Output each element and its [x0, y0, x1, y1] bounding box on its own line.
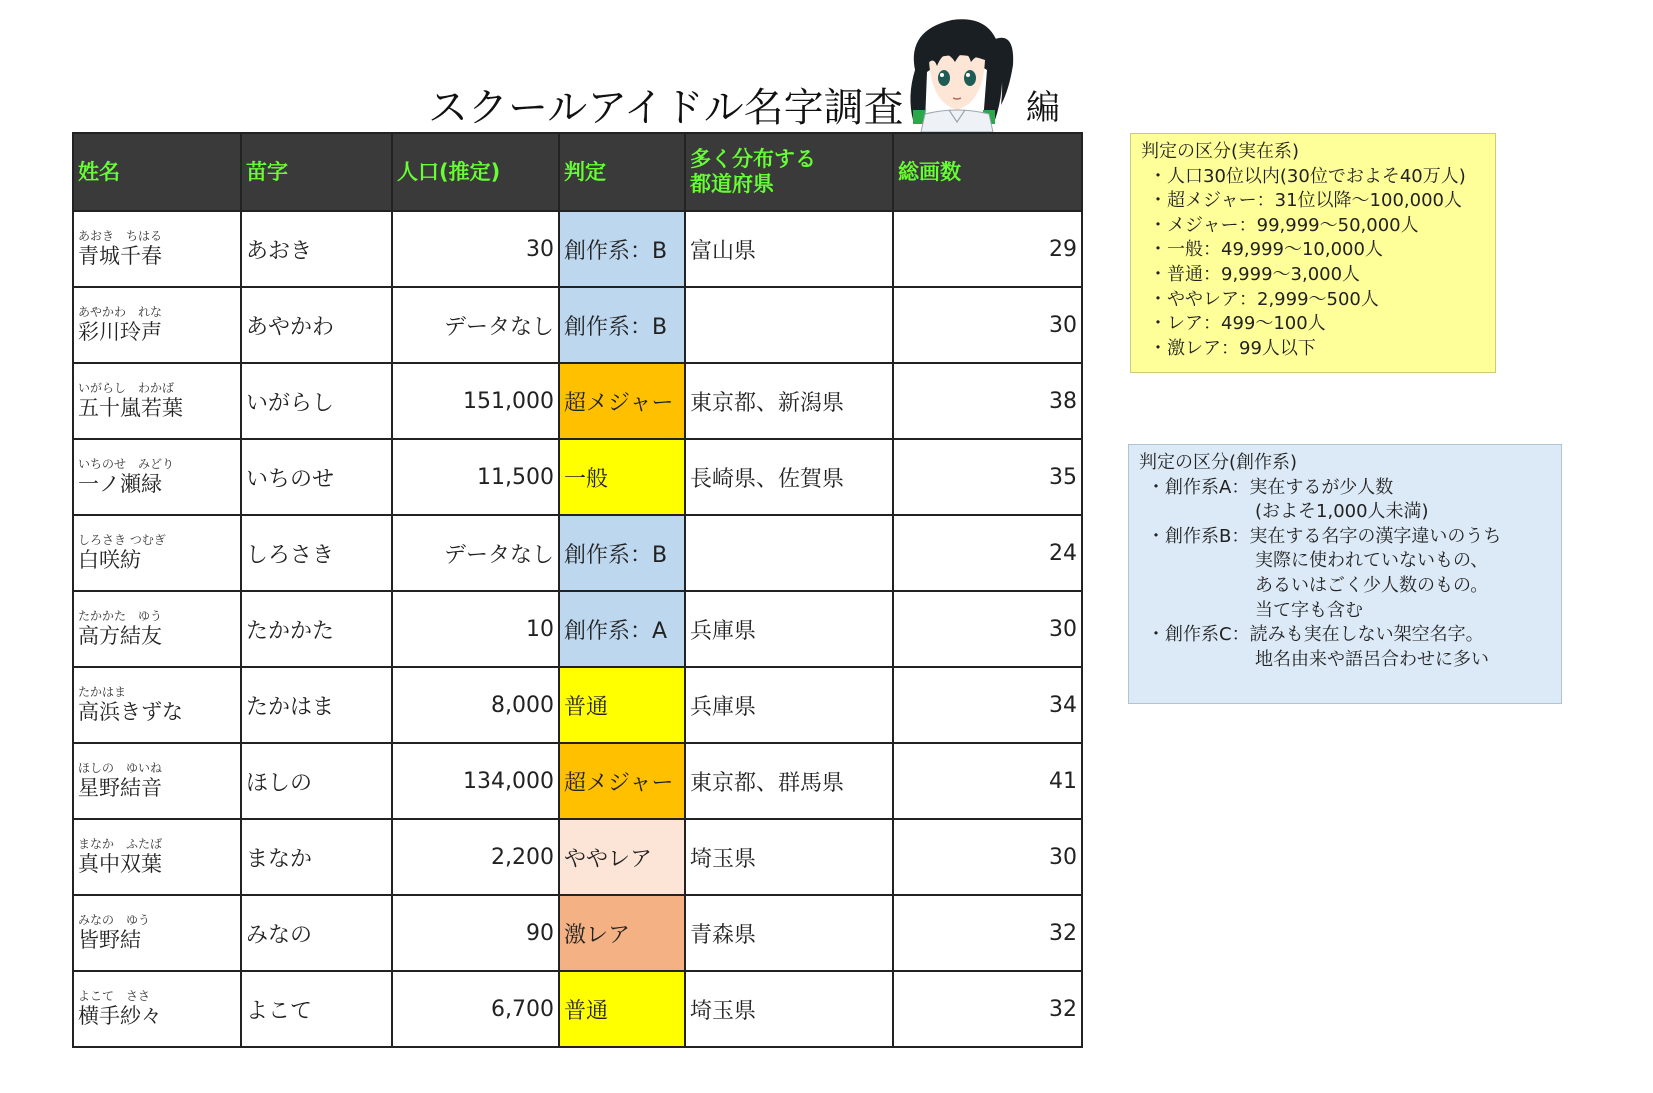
name-ruby: ほしの ゆいね — [78, 761, 163, 775]
population-cell: 6,700 — [392, 971, 559, 1047]
surname-cell: しろさき — [241, 515, 392, 591]
surname-cell: ほしの — [241, 743, 392, 819]
name-kanji: 星野結音 — [78, 776, 162, 800]
strokes-cell: 34 — [893, 667, 1082, 743]
prefecture-cell: 兵庫県 — [685, 667, 893, 743]
rank-cell: 普通 — [559, 971, 685, 1047]
legend-fiction-heading: 判定の区分(創作系) — [1139, 452, 1298, 473]
legend-real-item: ・人口30位以内(30位でおよそ40万人) — [1149, 165, 1466, 187]
name-kanji: 皆野結 — [78, 928, 141, 952]
table-row — [73, 211, 1082, 287]
name-kanji: 青城千春 — [78, 244, 162, 268]
rank-cell: 創作系：B — [559, 287, 685, 363]
name-kanji: 白咲紡 — [78, 548, 141, 572]
surname-cell: みなの — [241, 895, 392, 971]
name-ruby: まなか ふたば — [78, 837, 163, 851]
title-suffix: 編 — [1026, 88, 1060, 128]
name-cell — [73, 895, 241, 971]
strokes-cell: 29 — [893, 211, 1082, 287]
population-cell: 11,500 — [392, 439, 559, 515]
col-header-name: 姓名 — [73, 133, 241, 211]
legend-real-item: ・レア：499～100人 — [1149, 313, 1326, 335]
strokes-cell: 30 — [893, 819, 1082, 895]
name-cell — [73, 971, 241, 1047]
population-cell: 151,000 — [392, 363, 559, 439]
table-row — [73, 819, 1082, 895]
legend-fiction — [1128, 444, 1562, 704]
name-ruby: しろさき つむぎ — [78, 533, 166, 547]
table-row — [73, 667, 1082, 743]
surname-cell: いちのせ — [241, 439, 392, 515]
name-cell — [73, 591, 241, 667]
rank-cell: 超メジャー — [559, 363, 685, 439]
population-cell: 10 — [392, 591, 559, 667]
population-cell: データなし — [392, 287, 559, 363]
population-cell: 8,000 — [392, 667, 559, 743]
prefecture-cell: 長崎県、佐賀県 — [685, 439, 893, 515]
name-cell — [73, 363, 241, 439]
table-row — [73, 439, 1082, 515]
name-cell — [73, 743, 241, 819]
legend-real-item: ・ややレア：2,999～500人 — [1149, 288, 1379, 310]
name-kanji: 一ノ瀬緑 — [78, 472, 162, 496]
legend-real-item: ・普通：9,999～3,000人 — [1149, 263, 1361, 285]
name-cell — [73, 819, 241, 895]
name-kanji: 高浜きずな — [78, 700, 183, 724]
rank-cell: 超メジャー — [559, 743, 685, 819]
surname-cell: たかはま — [241, 667, 392, 743]
name-kanji: 横手紗々 — [78, 1004, 162, 1028]
name-ruby: たかはま — [78, 685, 127, 699]
rank-cell: 普通 — [559, 667, 685, 743]
table-header-row — [73, 133, 1082, 211]
prefecture-cell: 富山県 — [685, 211, 893, 287]
surname-table — [72, 132, 1083, 1048]
prefecture-cell: 東京都、新潟県 — [685, 363, 893, 439]
population-cell: 134,000 — [392, 743, 559, 819]
population-cell: データなし — [392, 515, 559, 591]
legend-real-item: ・超メジャー：31位以降～100,000人 — [1149, 190, 1462, 212]
legend-fiction-item: ・創作系A：実在するが少人数 — [1147, 476, 1394, 498]
name-kanji: 五十嵐若葉 — [78, 396, 183, 420]
rank-cell: 創作系：A — [559, 591, 685, 667]
prefecture-cell — [685, 515, 893, 591]
strokes-cell: 32 — [893, 895, 1082, 971]
prefecture-cell: 東京都、群馬県 — [685, 743, 893, 819]
legend-real-item: ・一般：49,999～10,000人 — [1149, 239, 1383, 261]
rank-cell: 創作系：B — [559, 515, 685, 591]
col-header-population: 人口(推定) — [392, 133, 559, 211]
name-cell — [73, 439, 241, 515]
table-row — [73, 743, 1082, 819]
col-header-prefecture: 多く分布する 都道府県 — [685, 133, 893, 211]
strokes-cell: 35 — [893, 439, 1082, 515]
legend-fiction-item: 地名由来や語呂合わせに多い — [1255, 648, 1489, 670]
name-cell — [73, 287, 241, 363]
rank-cell: 激レア — [559, 895, 685, 971]
name-ruby: あやかわ れな — [78, 305, 163, 319]
name-kanji: 真中双葉 — [78, 852, 162, 876]
prefecture-cell: 埼玉県 — [685, 819, 893, 895]
legend-real — [1130, 133, 1496, 373]
prefecture-cell — [685, 287, 893, 363]
surname-cell: あやかわ — [241, 287, 392, 363]
strokes-cell: 38 — [893, 363, 1082, 439]
legend-real-item: ・メジャー：99,999～50,000人 — [1149, 214, 1419, 236]
prefecture-cell: 兵庫県 — [685, 591, 893, 667]
rank-cell: 一般 — [559, 439, 685, 515]
name-ruby: たかかた ゆう — [78, 609, 163, 623]
legend-fiction-item: (およそ1,000人未満) — [1255, 501, 1429, 523]
prefecture-cell: 埼玉県 — [685, 971, 893, 1047]
table-row — [73, 895, 1082, 971]
name-ruby: よこて ささ — [78, 989, 151, 1003]
table-row — [73, 363, 1082, 439]
surname-cell: まなか — [241, 819, 392, 895]
character-illustration — [897, 10, 1017, 132]
legend-fiction-item: あるいはごく少人数のもの。 — [1255, 574, 1489, 596]
rank-cell: ややレア — [559, 819, 685, 895]
name-cell — [73, 515, 241, 591]
col-header-rank: 判定 — [559, 133, 685, 211]
strokes-cell: 41 — [893, 743, 1082, 819]
strokes-cell: 32 — [893, 971, 1082, 1047]
population-cell: 30 — [392, 211, 559, 287]
name-ruby: あおき ちはる — [78, 229, 163, 243]
strokes-cell: 24 — [893, 515, 1082, 591]
name-kanji: 彩川玲声 — [78, 320, 162, 344]
name-ruby: いちのせ みどり — [78, 457, 175, 471]
surname-cell: あおき — [241, 211, 392, 287]
surname-cell: たかかた — [241, 591, 392, 667]
prefecture-cell: 青森県 — [685, 895, 893, 971]
strokes-cell: 30 — [893, 287, 1082, 363]
page-title: スクールアイドル名字調査 — [428, 85, 904, 131]
table-row — [73, 515, 1082, 591]
name-ruby: いがらし わかば — [78, 381, 175, 395]
col-header-surname: 苗字 — [241, 133, 392, 211]
legend-fiction-item: ・創作系B：実在する名字の漢字違いのうち — [1147, 525, 1502, 547]
surname-cell: いがらし — [241, 363, 392, 439]
legend-fiction-item: 当て字も含む — [1255, 599, 1363, 621]
name-ruby: みなの ゆう — [78, 913, 151, 927]
legend-real-item: ・激レア：99人以下 — [1149, 337, 1316, 359]
legend-fiction-item: ・創作系C：読みも実在しない架空名字。 — [1147, 624, 1484, 646]
rank-cell: 創作系：B — [559, 211, 685, 287]
surname-cell: よこて — [241, 971, 392, 1047]
name-cell — [73, 211, 241, 287]
strokes-cell: 30 — [893, 591, 1082, 667]
population-cell: 90 — [392, 895, 559, 971]
name-cell — [73, 667, 241, 743]
legend-fiction-item: 実際に使われていないもの、 — [1255, 550, 1489, 572]
table-row — [73, 971, 1082, 1047]
population-cell: 2,200 — [392, 819, 559, 895]
name-kanji: 高方結友 — [78, 624, 162, 648]
legend-real-heading: 判定の区分(実在系) — [1141, 141, 1300, 162]
col-header-strokes: 総画数 — [893, 133, 1082, 211]
table-row — [73, 287, 1082, 363]
table-row — [73, 591, 1082, 667]
